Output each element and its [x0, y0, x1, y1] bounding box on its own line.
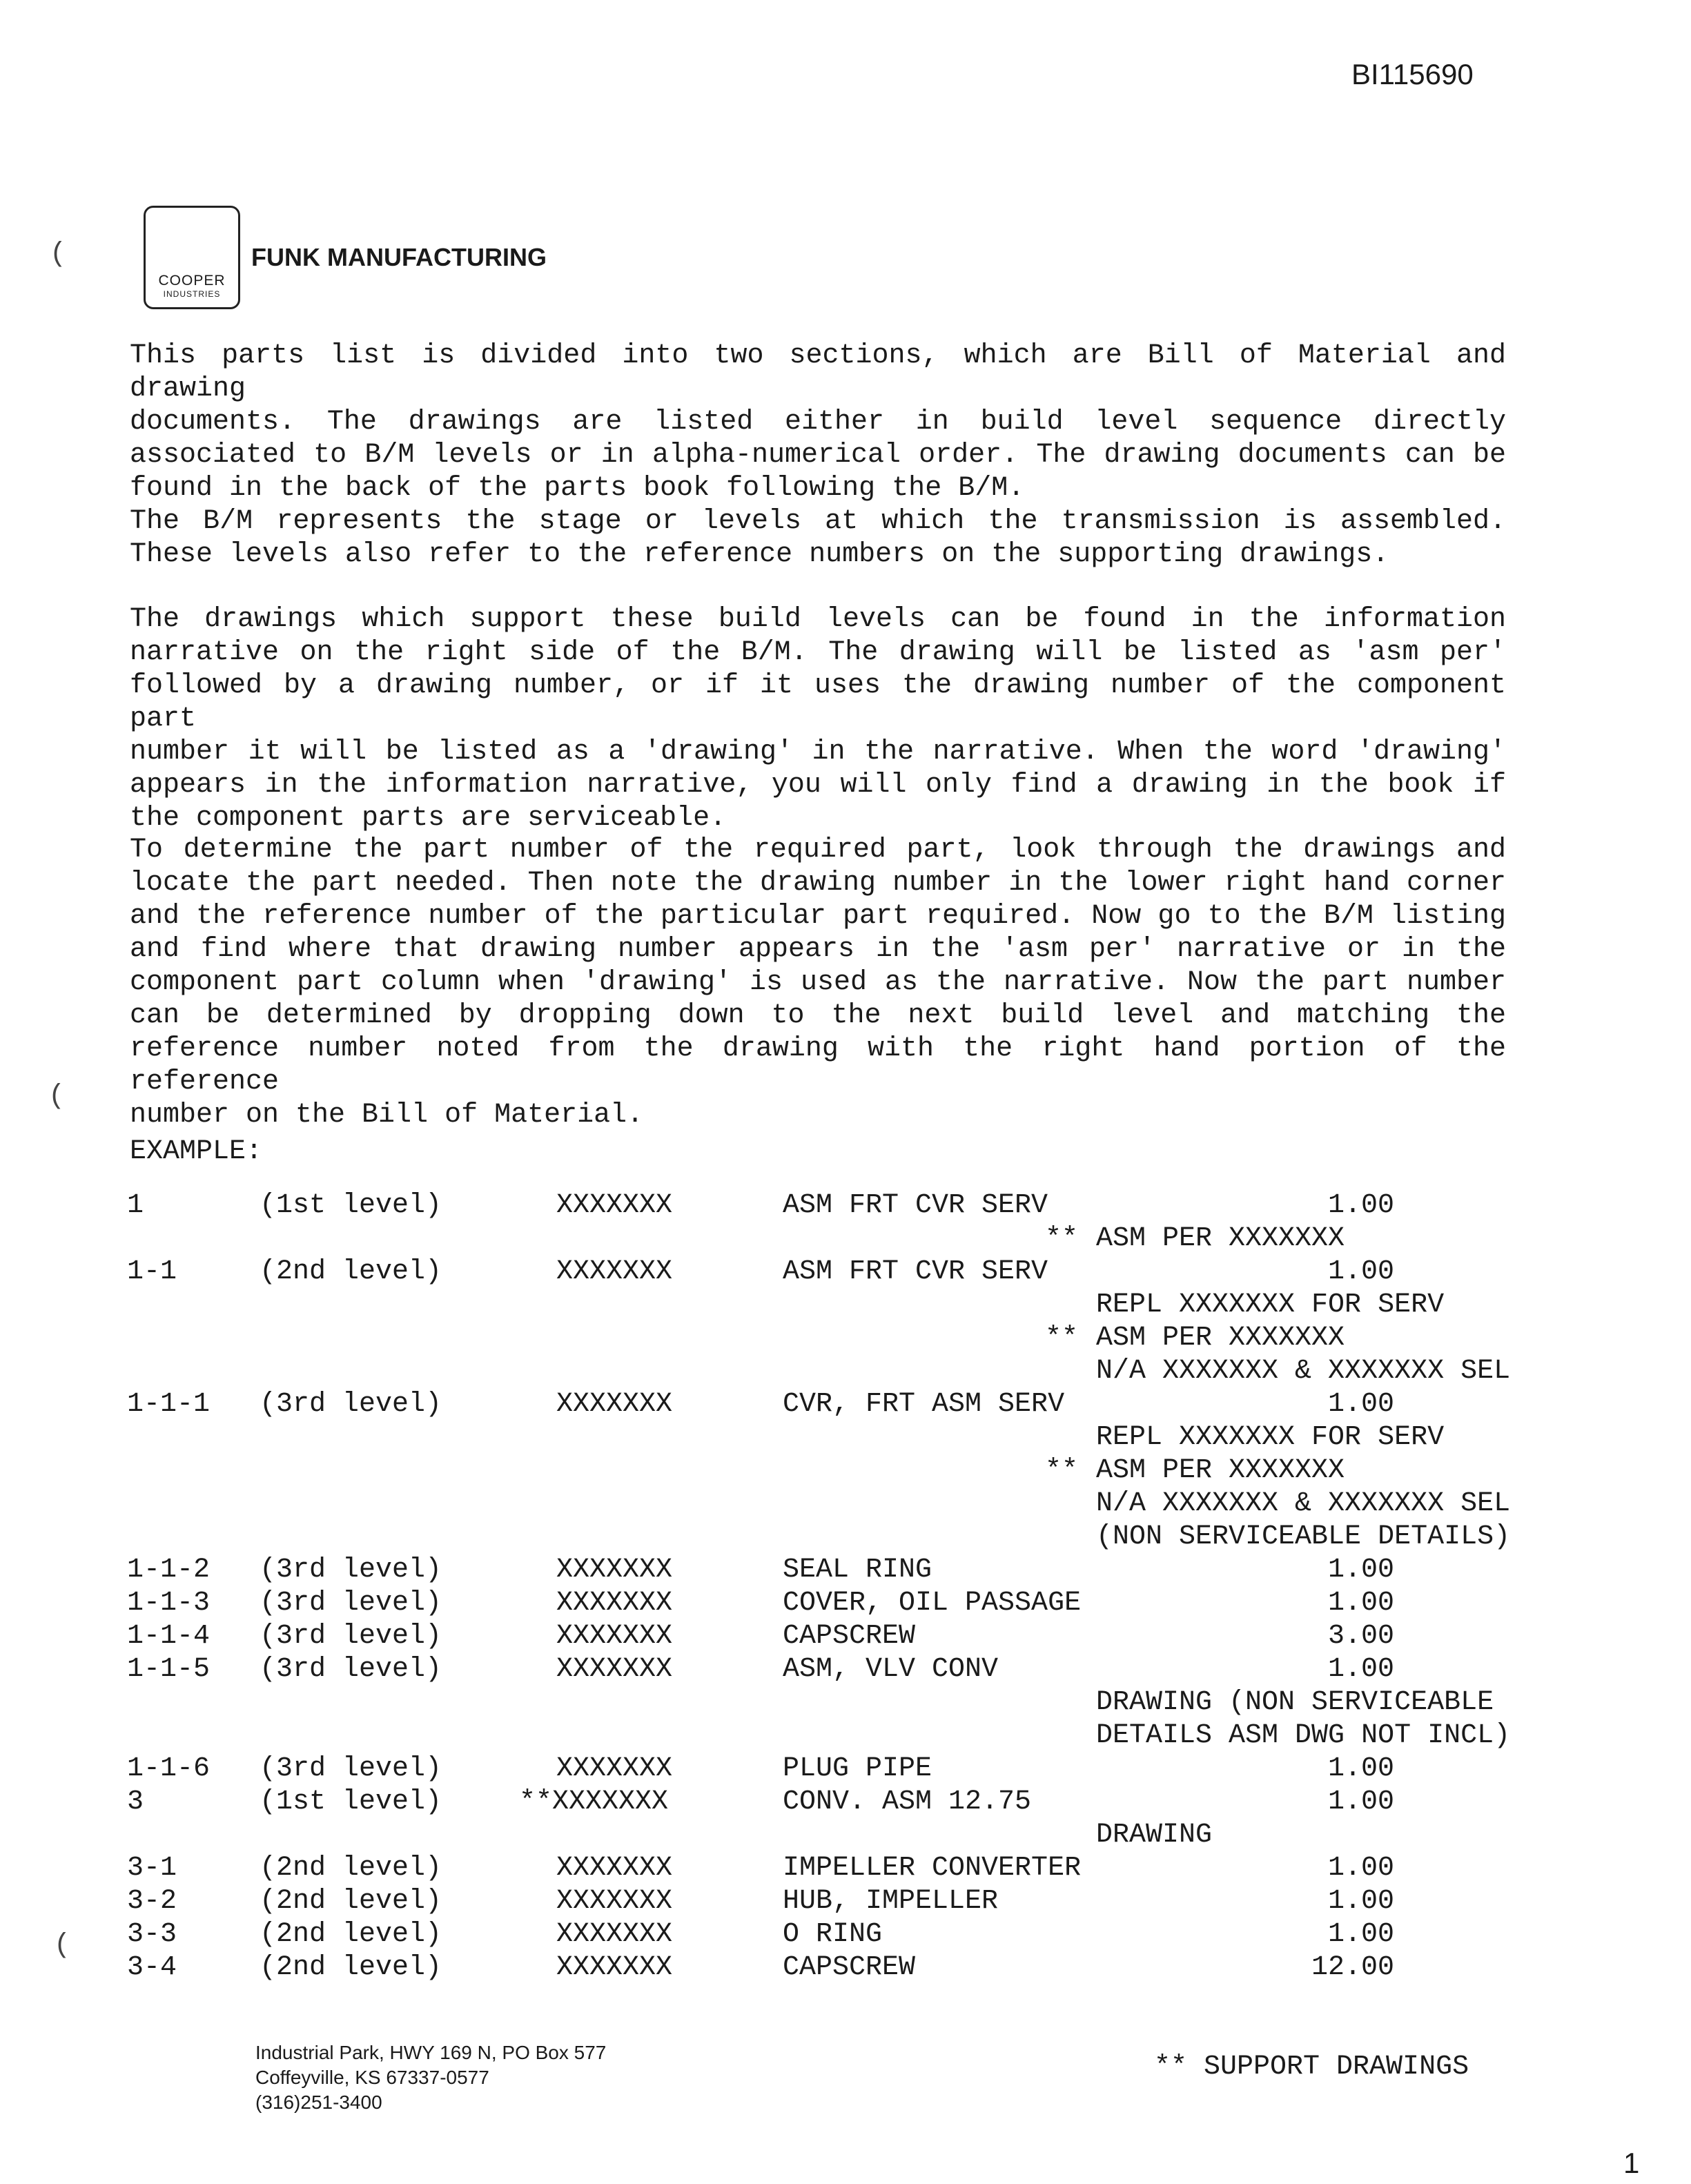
paragraph-line: The drawings which support these build levels can be found in the information: [130, 604, 1506, 635]
support-drawing-marker: **: [1045, 1455, 1079, 1486]
part-description: SEAL RING: [783, 1554, 932, 1586]
quantity: 1.00: [1327, 1389, 1394, 1420]
quantity: 1.00: [1327, 1919, 1394, 1950]
bom-row: [0, 1588, 1691, 1621]
instruction-paragraph: [130, 505, 1506, 572]
support-drawing-marker: **: [1045, 1323, 1079, 1354]
part-description: COVER, OIL PASSAGE: [783, 1588, 1082, 1619]
bom-row: [0, 1190, 1691, 1223]
part-number: XXXXXXX: [556, 1256, 673, 1287]
part-number: XXXXXXX: [556, 1654, 673, 1685]
example-label: EXAMPLE:: [130, 1136, 263, 1167]
paragraph-line: found in the back of the parts book following the B/M.: [130, 473, 1025, 504]
address-line: Industrial Park, HWY 169 N, PO Box 577: [255, 2042, 607, 2063]
bom-row: [0, 1753, 1691, 1786]
paragraph-line: followed by a drawing number, or if it uses the drawing number of the component part: [130, 670, 1506, 734]
part-description: ASM FRT CVR SERV: [783, 1256, 1048, 1287]
part-description: CONV. ASM 12.75: [783, 1786, 1032, 1817]
bom-row: [0, 1256, 1691, 1289]
paragraph-line: the component parts are serviceable.: [130, 803, 727, 834]
part-description: CAPSCREW: [783, 1952, 916, 1983]
instruction-paragraph: [130, 603, 1506, 835]
margin-mark: (: [50, 239, 67, 270]
support-drawing-marker: **: [1045, 1223, 1079, 1254]
instruction-paragraph: [130, 834, 1506, 1132]
bom-row: [0, 1853, 1691, 1886]
narrative-note: DRAWING (NON SERVICEABLE: [1096, 1687, 1494, 1718]
quantity: 1.00: [1327, 1853, 1394, 1884]
reference-number: 3-3: [127, 1919, 177, 1950]
quantity: 1.00: [1327, 1588, 1394, 1619]
paragraph-line: To determine the part number of the required part, look through the drawings and: [130, 835, 1506, 866]
bom-note-row: [0, 1356, 1691, 1389]
paragraph-line: component part column when 'drawing' is used as the narrative. Now the part number: [130, 967, 1506, 998]
phone-number: (316)251-3400: [255, 2092, 382, 2113]
narrative-note: DETAILS ASM DWG NOT INCL): [1096, 1720, 1511, 1751]
bom-note-row: [0, 1820, 1691, 1853]
bom-note-row: [0, 1687, 1691, 1720]
part-number: XXXXXXX: [556, 1621, 673, 1652]
build-level: (3rd level): [260, 1389, 442, 1420]
company-address: [255, 2040, 606, 2115]
narrative-note: (NON SERVICEABLE DETAILS): [1096, 1521, 1511, 1552]
bom-row: [0, 1886, 1691, 1919]
page-number: 1: [1623, 2147, 1640, 2179]
logo-subtext: INDUSTRIES: [163, 289, 221, 299]
narrative-note: DRAWING: [1096, 1820, 1213, 1851]
bom-row: [0, 1952, 1691, 1985]
narrative-note: N/A XXXXXXX & XXXXXXX SEL: [1096, 1488, 1511, 1519]
reference-number: 1-1-6: [127, 1753, 211, 1784]
narrative-note: ASM PER XXXXXXX: [1096, 1455, 1345, 1486]
margin-mark: (: [48, 1081, 66, 1112]
quantity: 1.00: [1327, 1786, 1394, 1817]
narrative-note: REPL XXXXXXX FOR SERV: [1096, 1422, 1445, 1453]
quantity: 1.00: [1327, 1753, 1394, 1784]
bom-note-row: [0, 1289, 1691, 1323]
logo-text: COOPER: [158, 273, 226, 289]
cooper-logo: [144, 206, 240, 309]
margin-mark: (: [54, 1930, 71, 1961]
part-number: XXXXXXX: [556, 1389, 673, 1420]
bom-row: [0, 1786, 1691, 1820]
reference-number: 1-1-3: [127, 1588, 211, 1619]
quantity: 12.00: [1311, 1952, 1394, 1983]
reference-number: 3-2: [127, 1886, 177, 1917]
part-number: XXXXXXX: [556, 1919, 673, 1950]
instruction-paragraph: [130, 340, 1506, 505]
build-level: (3rd level): [260, 1588, 442, 1619]
bom-note-row: [0, 1422, 1691, 1455]
bom-row: [0, 1389, 1691, 1422]
address-line: Coffeyville, KS 67337-0577: [255, 2067, 489, 2088]
part-description: CVR, FRT ASM SERV: [783, 1389, 1065, 1420]
reference-number: 1-1-1: [127, 1389, 211, 1420]
reference-number: 1-1-5: [127, 1654, 211, 1685]
bom-note-row: [0, 1223, 1691, 1256]
paragraph-line: reference number noted from the drawing with the right hand portion of the reference: [130, 1033, 1506, 1098]
part-number: XXXXXXX: [556, 1554, 673, 1586]
part-number: XXXXXXX: [556, 1753, 673, 1784]
paragraph-line: and the reference number of the particular part required. Now go to the B/M listing: [130, 901, 1506, 932]
build-level: (3rd level): [260, 1554, 442, 1586]
quantity: 1.00: [1327, 1190, 1394, 1221]
paragraph-line: These levels also refer to the reference numbers on the supporting drawings.: [130, 539, 1389, 570]
part-description: ASM FRT CVR SERV: [783, 1190, 1048, 1221]
company-name: FUNK MANUFACTURING: [251, 243, 547, 271]
build-level: (3rd level): [260, 1753, 442, 1784]
bom-row: [0, 1654, 1691, 1687]
part-description: IMPELLER CONVERTER: [783, 1853, 1082, 1884]
reference-number: 3-1: [127, 1853, 177, 1884]
part-number: XXXXXXX: [556, 1853, 673, 1884]
bom-row: [0, 1919, 1691, 1952]
bom-note-row: [0, 1521, 1691, 1554]
build-level: (2nd level): [260, 1853, 442, 1884]
paragraph-line: The B/M represents the stage or levels at which the transmission is assembled.: [130, 506, 1506, 537]
quantity: 1.00: [1327, 1654, 1394, 1685]
narrative-note: ASM PER XXXXXXX: [1096, 1323, 1345, 1354]
paragraph-line: number it will be listed as a 'drawing' in the narrative. When the word 'drawing': [130, 737, 1506, 768]
build-level: (2nd level): [260, 1919, 442, 1950]
part-number: **XXXXXXX: [519, 1786, 669, 1817]
part-description: O RING: [783, 1919, 883, 1950]
bom-note-row: [0, 1720, 1691, 1753]
support-drawings-legend: ** SUPPORT DRAWINGS: [1154, 2051, 1469, 2083]
paragraph-line: number on the Bill of Material.: [130, 1100, 644, 1131]
build-level: (3rd level): [260, 1654, 442, 1685]
bom-row: [0, 1554, 1691, 1588]
reference-number: 3: [127, 1786, 144, 1817]
build-level: (3rd level): [260, 1621, 442, 1652]
narrative-note: REPL XXXXXXX FOR SERV: [1096, 1289, 1445, 1320]
part-description: HUB, IMPELLER: [783, 1886, 999, 1917]
bom-note-row: [0, 1488, 1691, 1521]
part-number: XXXXXXX: [556, 1952, 673, 1983]
part-number: XXXXXXX: [556, 1886, 673, 1917]
paragraph-line: can be determined by dropping down to the next build level and matching the: [130, 1000, 1506, 1031]
paragraph-line: associated to B/M levels or in alpha-numerical order. The drawing documents can be: [130, 440, 1506, 471]
narrative-note: N/A XXXXXXX & XXXXXXX SEL: [1096, 1356, 1511, 1387]
quantity: 1.00: [1327, 1256, 1394, 1287]
part-number: XXXXXXX: [556, 1588, 673, 1619]
paragraph-line: and find where that drawing number appears in the 'asm per' narrative or in the: [130, 934, 1506, 965]
paragraph-line: appears in the information narrative, you will only find a drawing in the book if: [130, 770, 1506, 801]
build-level: (1st level): [260, 1190, 442, 1221]
paragraph-line: locate the part needed. Then note the drawing number in the lower right hand corner: [130, 868, 1506, 899]
document-id: BI115690: [1351, 58, 1474, 90]
build-level: (2nd level): [260, 1952, 442, 1983]
reference-number: 1-1: [127, 1256, 177, 1287]
reference-number: 3-4: [127, 1952, 177, 1983]
part-description: PLUG PIPE: [783, 1753, 932, 1784]
quantity: 1.00: [1327, 1554, 1394, 1586]
build-level: (1st level): [260, 1786, 442, 1817]
paragraph-line: narrative on the right side of the B/M. The drawing will be listed as 'asm per': [130, 637, 1506, 668]
part-description: CAPSCREW: [783, 1621, 916, 1652]
reference-number: 1-1-2: [127, 1554, 211, 1586]
quantity: 1.00: [1327, 1886, 1394, 1917]
bom-row: [0, 1621, 1691, 1654]
narrative-note: ASM PER XXXXXXX: [1096, 1223, 1345, 1254]
bom-note-row: [0, 1455, 1691, 1488]
part-description: ASM, VLV CONV: [783, 1654, 999, 1685]
reference-number: 1-1-4: [127, 1621, 211, 1652]
build-level: (2nd level): [260, 1886, 442, 1917]
paragraph-line: This parts list is divided into two sections, which are Bill of Material and drawing: [130, 340, 1506, 404]
part-number: XXXXXXX: [556, 1190, 673, 1221]
bom-note-row: [0, 1323, 1691, 1356]
paragraph-line: documents. The drawings are listed either in build level sequence directly: [130, 407, 1506, 438]
quantity: 3.00: [1327, 1621, 1394, 1652]
build-level: (2nd level): [260, 1256, 442, 1287]
reference-number: 1: [127, 1190, 144, 1221]
